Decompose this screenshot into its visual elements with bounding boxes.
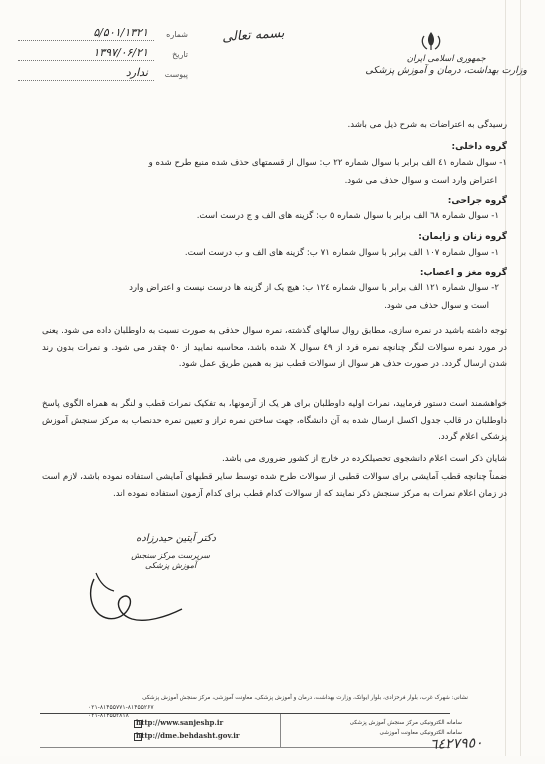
scan-artifact — [505, 0, 506, 756]
sanjesh-url[interactable]: http://www.sanjeshp.ir — [136, 718, 224, 727]
paragraph-note: شایان ذکر است اعلام دانشجوی تحصیلکرده در خارج از کشور ضروری می باشد. — [222, 454, 507, 464]
paragraph-request: خواهشمند است دستور فرمایید، نمرات اولیه داوطلبان برای هر یک از آزمونها، به تفکیک نمرات قطب و لنگر به همراه الگوی پاسخ داوطلبان در قالب جدول اکسل ارسال شده به آن دانشگاه، جهت ساختن نمره تراز و تعیین نمره حدنصاب به مرکز سنجش آموزش پزشکی اعلام گردد. — [42, 399, 507, 442]
footer-site-labels — [350, 718, 462, 738]
group-item: ۱- سوال شماره ٤١ الف برابر با سوال شماره ٢٢ ب: سوال از قسمتهای حذف شده منبع طرح شده و — [148, 158, 507, 168]
group-item: ۲- سوال شماره ١٢١ الف برابر با سوال شماره ١٢٤ ب: هیچ یک از گزینه ها درست نیست و اعتراض وارد — [129, 283, 499, 293]
site-label-sanjesh: سامانه الکترونیکی مرکز سنجش آموزش پزشکی — [349, 720, 462, 726]
date-label: تاریخ — [172, 50, 188, 59]
handwritten-reference-number: ٦٤٢٧٩٥٠ — [429, 735, 483, 753]
fax-number: ۰۲۱-۸۱۴۵۵۲۸۱۸ — [88, 712, 129, 719]
footer-divider — [280, 714, 281, 747]
signatory-title-line2: آموزش پزشکی — [144, 561, 197, 570]
footer-bottom-rule — [40, 747, 450, 748]
ministry-name: وزارت بهداشت، درمان و آموزش پزشکی — [365, 65, 527, 76]
group-item: ۱- سوال شماره ٦٨ الف برابر با سوال شماره ٥ ب: گزینه های الف و ج درست است. — [196, 211, 499, 221]
footer-address — [88, 694, 468, 702]
meta-date-row — [18, 46, 188, 66]
attachment-line — [18, 80, 154, 81]
group-title: گروه زنان و زایمان: — [418, 232, 507, 242]
letterhead-footer — [88, 694, 468, 764]
attachment-label: پیوست — [164, 70, 188, 79]
number-line — [18, 40, 154, 41]
meta-attachment-row — [18, 66, 188, 86]
letter-meta — [18, 26, 188, 86]
bismillah: بسمه تعالی — [221, 25, 285, 46]
phone-number: ۰۲۱-۸۱۴۵۵۷۷۱-۸۱۴۵۵۲۶۷ — [88, 704, 154, 711]
phone-icon — [134, 720, 142, 728]
globe-icon — [134, 733, 142, 741]
group-title: گروه مغز و اعصاب: — [419, 268, 507, 278]
scan-artifact — [520, 0, 521, 756]
handwritten-signature — [86, 559, 206, 629]
group-title: گروه جراحی: — [447, 196, 507, 206]
paragraph-questions-source: ضمناً چنانچه قطب آمایشی برای سوالات قطبی از سوالات طرح شده توسط سایر قطبهای آمایشی استفاده نموده باشد، لازم است در زمان اعلام نمرات به مرکز سنجش ذکر نمایند که از سوالات کدام قطب برای کدام آزمون استفاده نموده اند. — [42, 472, 507, 499]
paragraph-rounding: توجه داشته باشید در نمره سازی، مطابق روال سالهای گذشته، نمره سوال حذفی به صورت نسبت به داوطلبان داده می شود. یعنی در مورد نمره سوالات لنگر چنانچه نمره فرد از ٤٩ سوال X شده باشد، محاسبه نمایید از ٥٠ چقدر می شود. و نمرات بدون رند شدن ارسال گردد. در صورت حذف هر سوال از سوالات قطب نیز به همین طریق عمل شود. — [42, 326, 507, 369]
date-line — [18, 60, 154, 61]
group-title: گروه داخلی: — [451, 142, 507, 152]
attachment-value: ندارد — [125, 66, 148, 79]
number-value: ۵/۵۰۱/۱۳۲۱ — [93, 26, 148, 39]
group-item: اعتراض وارد است و سوال حذف می شود. — [344, 176, 497, 186]
meta-number-row — [18, 26, 188, 46]
address-text: نشانی: شهرک غرب، بلوار فرحزادی، بلوار ایوانک، وزارت بهداشت، درمان و آموزش پزشکی، معاونت آموزشی، مرکز سنجش آموزش پزشکی — [142, 695, 468, 701]
ministry-url[interactable]: http://dme.behdasht.gov.ir — [136, 731, 240, 740]
ministry-country: جمهوری اسلامی ایران — [406, 54, 486, 64]
ministry-header — [365, 54, 527, 76]
number-label: شماره — [166, 30, 188, 39]
iran-emblem-icon — [418, 30, 444, 52]
signatory-name: دکتر آیتین حیدرزاده — [136, 533, 216, 544]
site-label-education: سامانه الکترونیکی معاونت آموزشی — [379, 730, 462, 736]
date-value: ۱۳۹۷/۰۶/۲۱ — [93, 46, 148, 59]
signature-block — [96, 533, 216, 613]
group-item: است و سوال حذف می شود. — [384, 301, 489, 311]
signatory-title-line1: سرپرست مرکز سنجش — [131, 551, 210, 560]
group-item: ۱- سوال شماره ١٠٧ الف برابر با سوال شماره ٧١ ب: گزینه های الف و ب درست است. — [184, 248, 499, 258]
intro-text: رسیدگی به اعتراضات به شرح ذیل می باشد. — [347, 120, 507, 130]
